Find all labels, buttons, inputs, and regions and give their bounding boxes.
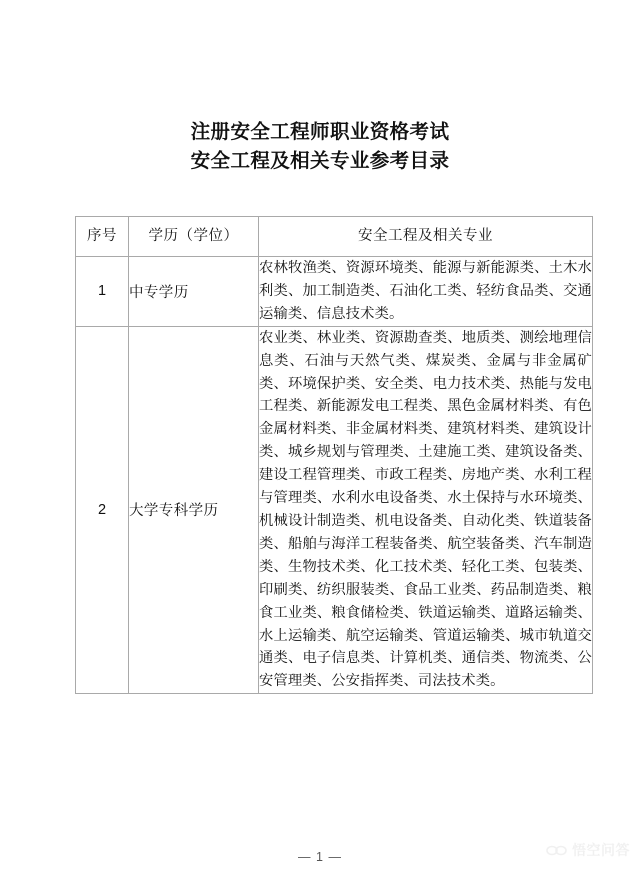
watermark-text: 悟空问答 [572,842,630,858]
cell-degree: 中专学历 [129,257,259,327]
page-number: — 1 — [298,850,342,864]
table-header-row [76,217,593,257]
cell-majors [259,257,593,327]
column-header-no-label: 序号 [87,228,117,244]
majors-table-container [75,216,592,694]
majors-table [75,216,593,694]
column-header-degree [129,217,259,257]
column-header-majors [259,217,593,257]
cell-row-number: 2 [76,326,129,694]
cell-majors-text: 农林牧渔类、资源环境类、能源与新能源类、土木水利类、加工制造类、石油化工类、轻纺食品类、交通运输类、信息技术类。 [259,260,592,322]
cell-majors-text: 农业类、林业类、资源勘查类、地质类、测绘地理信息类、石油与天然气类、煤炭类、金属与非金属矿类、环境保护类、安全类、电力技术类、热能与发电工程类、新能源发电工程类、黑色金属材料类、有色金属材料类、非金属材料类、建筑材料类、建筑设计类、城乡规划与管理类、土建施工类、建筑设备类、建设工程管理类、市政工程类、房地产类、水利工程与管理类、水利水电设备类、水土保持与水环境类、机械设计制造类、机电设备类、自动化类、铁道装备类、船舶与海洋工程装备类、航空装备类、汽车制造类、生物技术类、化工技术类、轻化工类、包装类、印刷类、纺织服装类、食品工业类、药品制造类、粮食工业类、粮食储检类、铁道运输类、道路运输类、水上运输类、航空运输类、管道运输类、城市轨道交通类、电子信息类、计算机类、通信类、物流类、公安管理类、公安指挥类、司法技术类。 [259,329,592,690]
column-header-degree-label: 学历（学位） [148,228,239,244]
table-row [76,326,593,694]
page-title [0,118,640,176]
cell-row-number: 1 [76,257,129,327]
page-title-line-2: 安全工程及相关专业参考目录 [190,150,450,172]
column-header-majors-label: 安全工程及相关专业 [358,228,493,244]
table-header [76,217,593,257]
column-header-no [76,217,129,257]
page-title-line-1: 注册安全工程师职业资格考试 [190,121,450,143]
cell-majors [259,326,593,694]
table-body [76,257,593,694]
table-row [76,257,593,327]
cell-degree: 大学专科学历 [129,326,259,694]
